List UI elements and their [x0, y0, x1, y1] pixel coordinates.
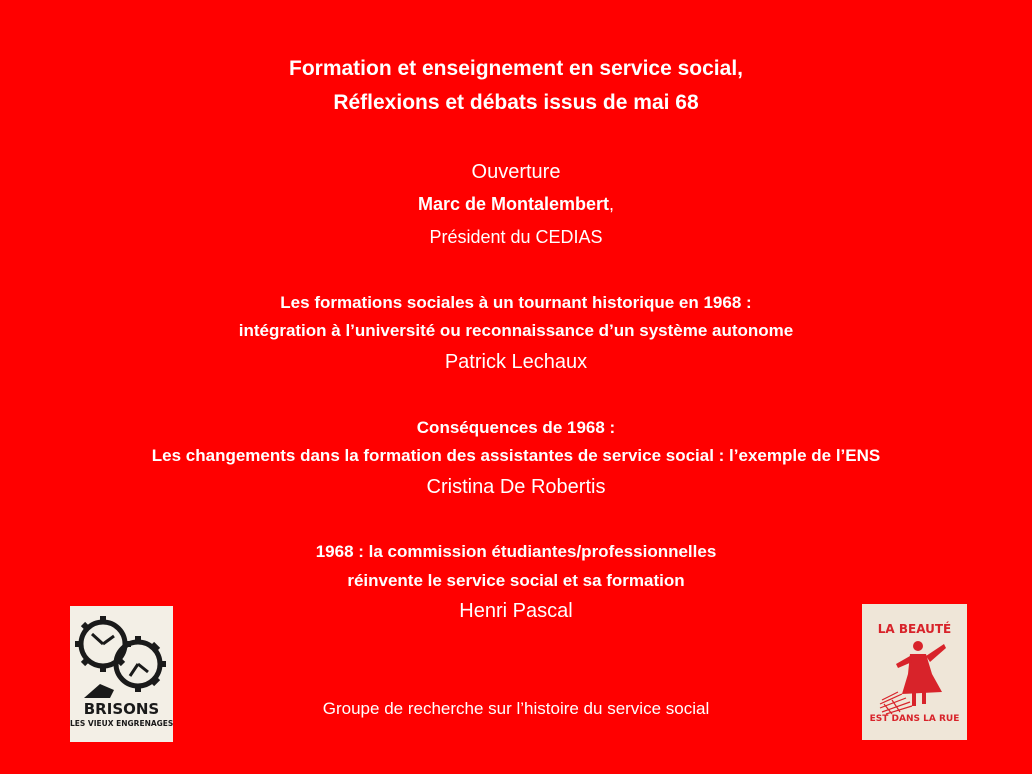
- opening-speaker-name: Marc de Montalembert: [417, 194, 610, 214]
- footer-text: Groupe de recherche sur l’histoire du service social: [322, 699, 710, 718]
- poster-brisons: [70, 606, 173, 742]
- talk-2-speaker: Cristina De Robertis: [426, 476, 606, 498]
- talk-1-title-line-2: intégration à l’université ou reconnaissance d’un système autonome: [238, 321, 794, 340]
- opening-speaker-comma: ,: [609, 194, 615, 214]
- opening-speaker: [0, 194, 1032, 215]
- poster-right-line-2: EST DANS LA RUE: [869, 714, 960, 724]
- poster-la-beaute: [862, 604, 967, 740]
- poster-right-line-1: LA BEAUTÉ: [877, 622, 952, 636]
- talk-3-speaker: Henri Pascal: [459, 600, 573, 622]
- talk-2-title-line-2: Les changements dans la formation des assistantes de service social : l’exemple de l’ENS: [151, 446, 881, 465]
- title-line-1: Formation et enseignement en service social,: [289, 57, 743, 80]
- talk-1-speaker: Patrick Lechaux: [444, 351, 588, 373]
- talk-3-title-line-2: réinvente le service social et sa formation: [347, 571, 685, 590]
- talk-1-title-line-1: Les formations sociales à un tournant historique en 1968 :: [280, 293, 752, 312]
- opening-speaker-role: Président du CEDIAS: [429, 227, 603, 247]
- poster-left-line-1: BRISONS: [83, 700, 160, 718]
- title-line-2: Réflexions et débats issus de mai 68: [333, 91, 699, 114]
- poster-left-line-2: LES VIEUX ENGRENAGES: [70, 719, 173, 728]
- talk-2-title-line-1: Conséquences de 1968 :: [416, 418, 616, 437]
- talk-3-title-line-1: 1968 : la commission étudiantes/professionnelles: [315, 542, 717, 561]
- opening-label: Ouverture: [471, 161, 561, 183]
